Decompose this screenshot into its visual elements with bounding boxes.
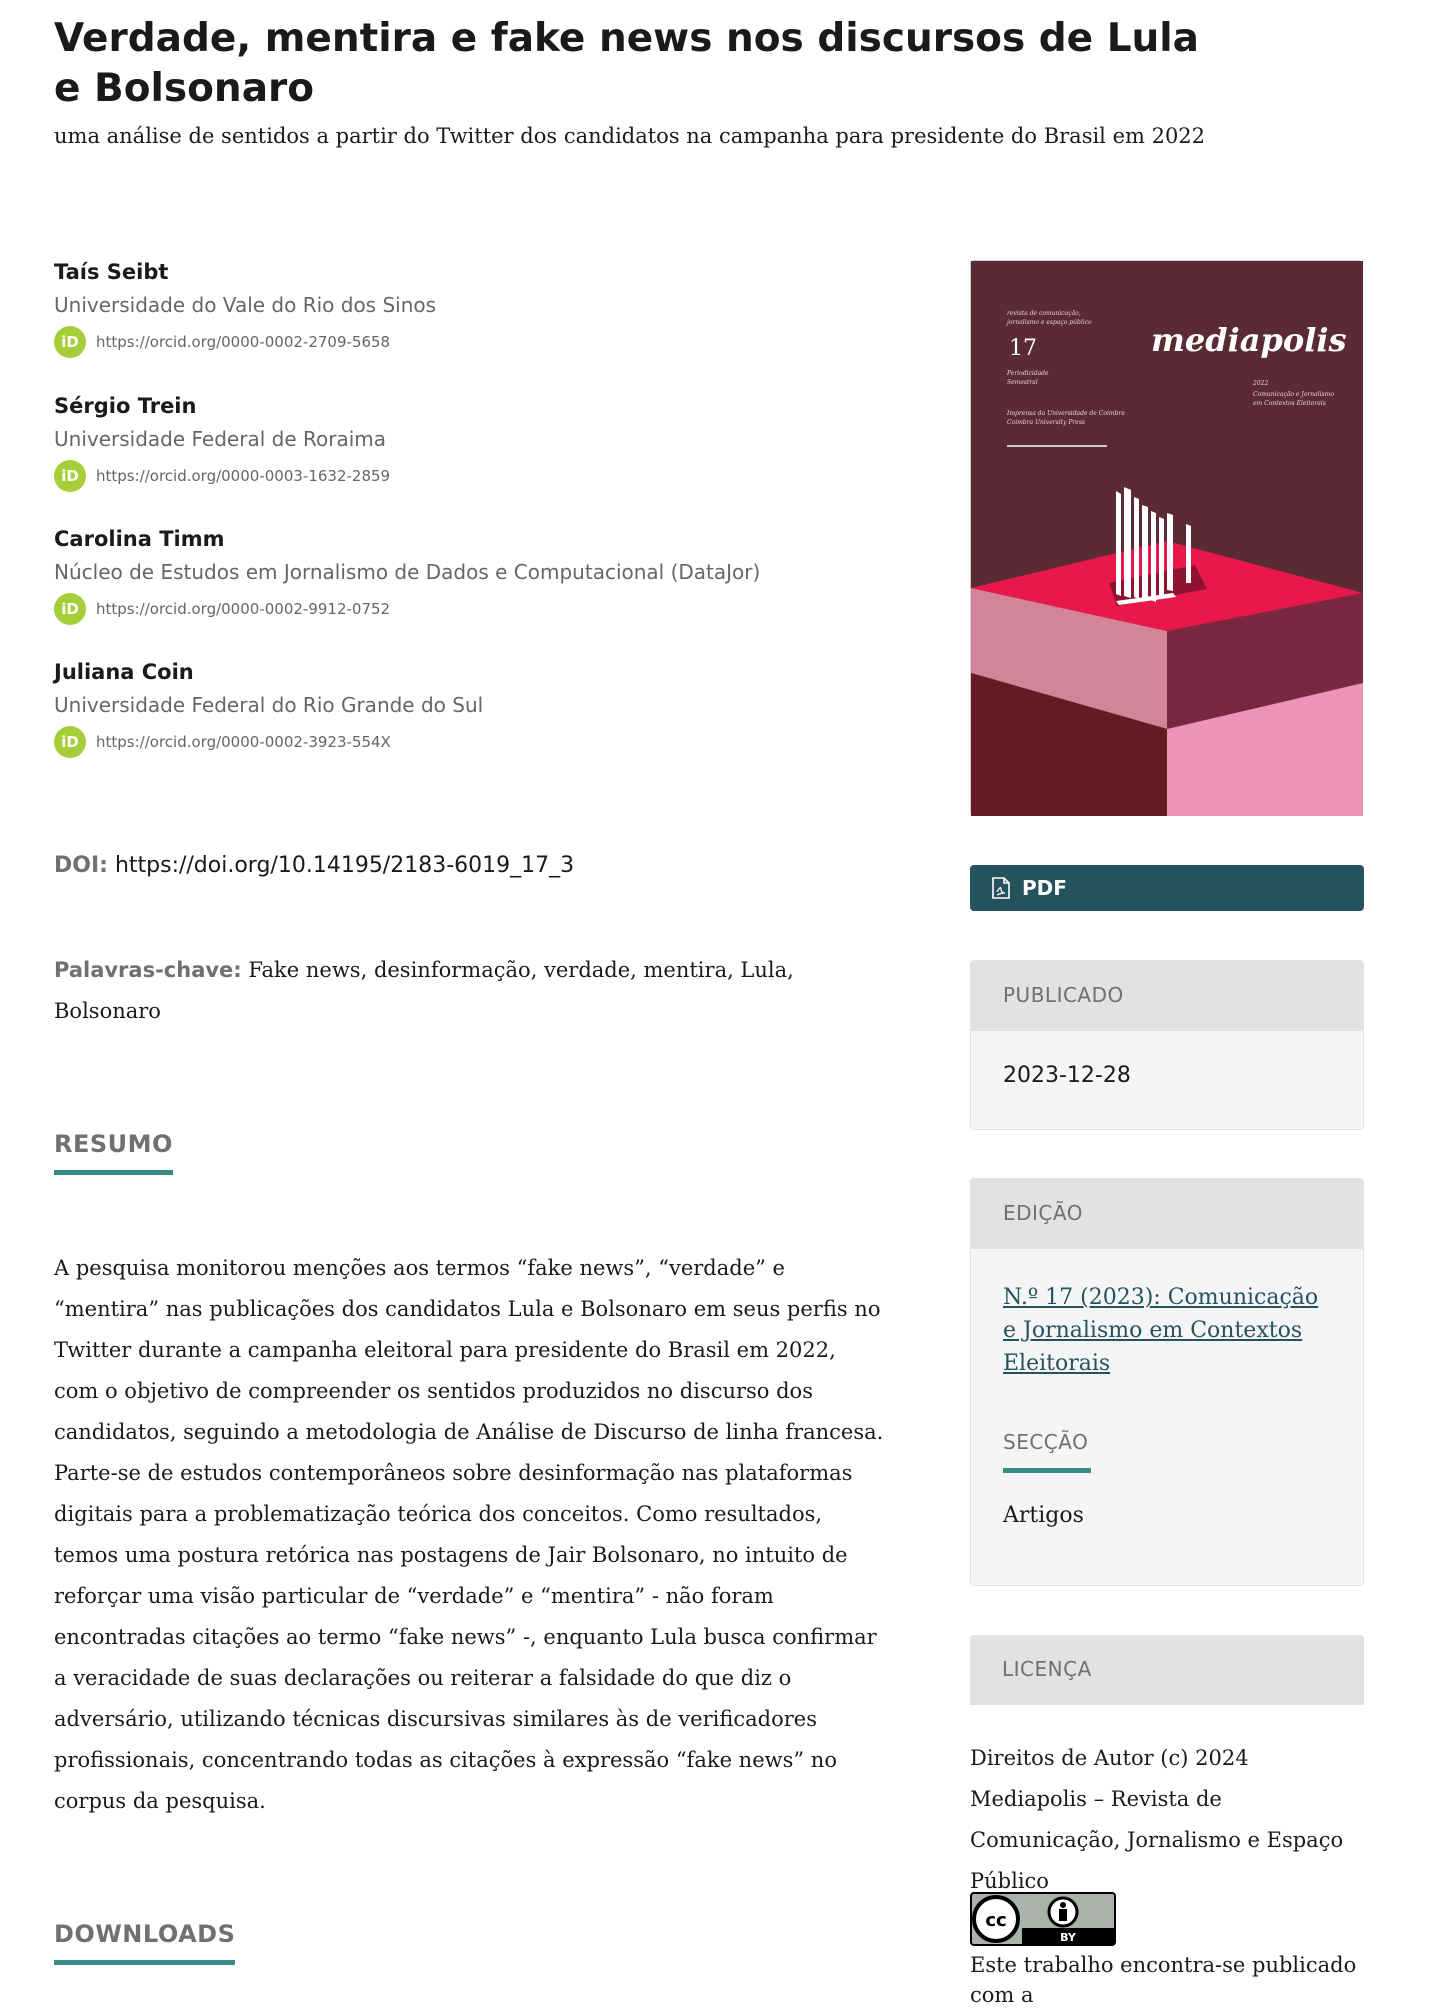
pdf-button-label: PDF	[1022, 876, 1067, 900]
doi-link[interactable]: https://doi.org/10.14195/2183-6019_17_3	[114, 853, 575, 878]
author-orcid	[54, 326, 914, 358]
cover-periodicity-2: Semestral	[1007, 379, 1038, 386]
author-name: Carolina Timm	[54, 527, 225, 551]
published-date: 2023-12-28	[1003, 1063, 1131, 1088]
pdf-download-button[interactable]	[970, 865, 1364, 911]
author-affiliation: Universidade do Vale do Rio dos Sinos	[54, 293, 437, 317]
orcid-link[interactable]: https://orcid.org/0000-0002-9912-0752	[96, 600, 391, 618]
author-entry	[54, 525, 914, 625]
orcid-link[interactable]: https://orcid.org/0000-0002-3923-554X	[96, 733, 391, 751]
abstract-text: A pesquisa monitorou menções aos termos “fake news”, “verdade” e “mentira” nas publicações dos candidatos Lula e Bolsonaro em seus perfis no Twitter durante a campanha eleitoral para presidente do Brasil em 2022, com o objetivo de compreender os sentidos produzidos no discurso dos candidatos, seguindo a metodologia de Análise de Discurso de linha francesa. Parte-se de estudos contemporâneos sobre desinformação nas plataformas digitais para a problematização teórica dos conceitos. Como resultados, temos uma postura retórica nas postagens de Jair Bolsonaro, no intuito de reforçar uma visão particular de “verdade” e “mentira” - não foram encontradas citações ao termo “fake news” -, enquanto Lula busca confirmar a veracidade de suas declarações ou reiterar a falsidade do que diz o adversário, utilizando técnicas discursivas similares às de verificadores profissionais, concentrando todas as citações à expressão “fake news” no corpus da pesquisa.	[54, 1256, 884, 1813]
orcid-icon: iD	[54, 593, 86, 625]
orcid-icon: iD	[54, 326, 86, 358]
downloads-heading-underline	[54, 1960, 235, 1965]
abstract-heading	[54, 1130, 173, 1175]
article-title: Verdade, mentira e fake news nos discursos de Lula e Bolsonaro	[54, 16, 1199, 111]
author-orcid	[54, 726, 914, 758]
author-affiliation: Universidade Federal do Rio Grande do Sul	[54, 693, 484, 717]
orcid-link[interactable]: https://orcid.org/0000-0002-2709-5658	[96, 333, 391, 351]
edition-panel	[970, 1178, 1364, 1586]
author-entry	[54, 658, 914, 758]
cover-year: 2022	[1253, 380, 1269, 387]
license-notice-text: Este trabalho encontra-se publicado com a	[970, 1953, 1357, 2007]
cover-periodicity-1: Periodicidade	[1007, 370, 1049, 377]
abstract-heading-text: RESUMO	[54, 1130, 173, 1158]
author-orcid	[54, 460, 914, 492]
cover-publisher-1: Imprensa da Universidade de Coimbra	[1007, 410, 1125, 417]
author-orcid	[54, 593, 914, 625]
cover-number: 17	[1009, 336, 1037, 361]
keywords	[54, 950, 854, 1032]
keywords-label: Palavras-chave:	[54, 958, 242, 982]
cover-top-text-2: jornalismo e espaço público	[1007, 319, 1092, 326]
published-panel	[970, 960, 1364, 1130]
article-subtitle: uma análise de sentidos a partir do Twitter dos candidatos na campanha para presidente do Brasil em 2022	[54, 124, 1206, 148]
author-name: Juliana Coin	[54, 660, 194, 684]
section-heading: SECÇÃO	[1003, 1430, 1089, 1454]
author-name: Taís Seibt	[54, 260, 169, 284]
doi	[54, 851, 574, 881]
author-entry	[54, 392, 914, 492]
license-heading: LICENÇA	[970, 1635, 1364, 1705]
license-text: Direitos de Autor (c) 2024 Mediapolis – Revista de Comunicação, Jornalismo e Espaço Público	[970, 1746, 1344, 1893]
issue-link[interactable]: N.º 17 (2023): Comunicação e Jornalismo em Contextos Eleitorais	[1003, 1285, 1319, 1376]
orcid-icon: iD	[54, 460, 86, 492]
svg-text:cc: cc	[985, 1910, 1007, 1931]
edition-heading: EDIÇÃO	[971, 1179, 1363, 1249]
orcid-link[interactable]: https://orcid.org/0000-0003-1632-2859	[96, 467, 391, 485]
license-notice	[970, 1953, 1370, 2007]
abstract-heading-underline	[54, 1170, 173, 1175]
keywords-value: Fake news, desinformação, verdade, mentira, Lula, Bolsonaro	[54, 958, 794, 1023]
author-name: Sérgio Trein	[54, 394, 197, 418]
section-value: Artigos	[1003, 1503, 1084, 1528]
orcid-icon: iD	[54, 726, 86, 758]
doi-label: DOI:	[54, 853, 108, 878]
author-entry	[54, 258, 914, 358]
downloads-heading	[54, 1920, 235, 1965]
downloads-heading-text: DOWNLOADS	[54, 1920, 236, 1948]
author-affiliation: Núcleo de Estudos em Jornalismo de Dados e Computacional (DataJor)	[54, 560, 761, 584]
cc-by-badge[interactable]	[970, 1892, 1116, 1950]
cover-top-text-1: revista de comunicação,	[1007, 310, 1081, 317]
cover-brand: mediapolis	[1151, 321, 1347, 359]
published-heading: PUBLICADO	[971, 961, 1363, 1031]
issue-cover[interactable]	[970, 260, 1362, 815]
cover-publisher-2: Coimbra University Press	[1007, 419, 1085, 426]
author-affiliation: Universidade Federal de Roraima	[54, 427, 386, 451]
cover-theme-2: em Contextos Eleitorais	[1253, 400, 1326, 407]
section-heading-underline	[1003, 1468, 1091, 1473]
cc-badge-label: BY	[1060, 1931, 1076, 1944]
pdf-file-icon	[992, 877, 1010, 899]
cover-theme-1: Comunicação e Jornalismo	[1253, 391, 1334, 398]
